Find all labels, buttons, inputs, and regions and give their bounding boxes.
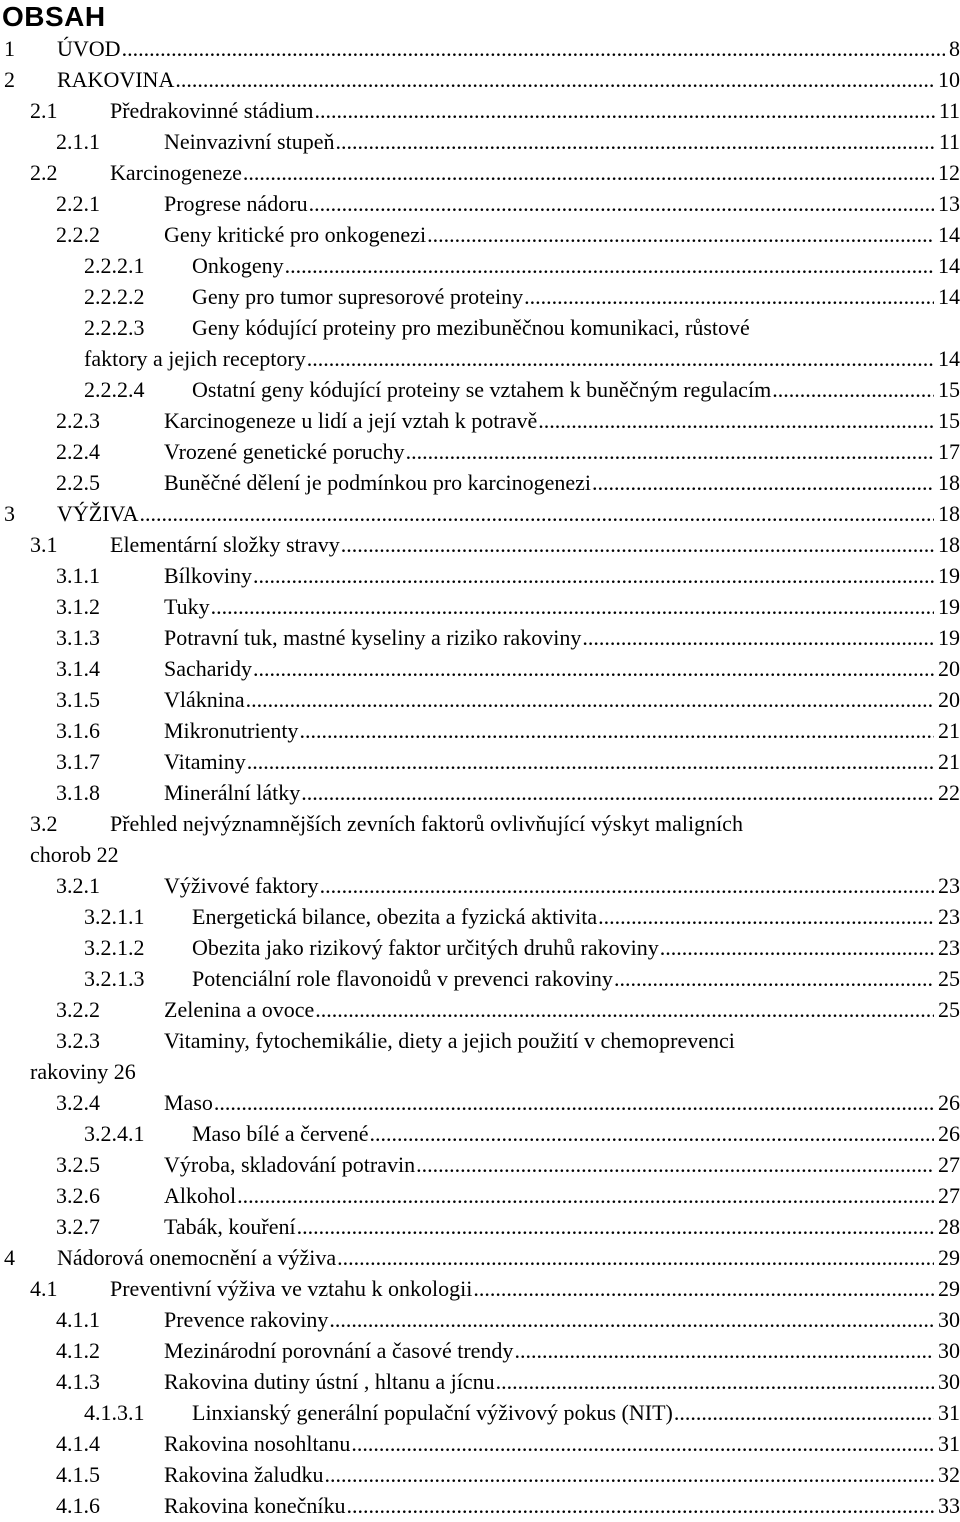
toc-entry-number: 3.2.6 — [56, 1183, 100, 1208]
toc-entry-number: 2.1 — [30, 98, 58, 123]
toc-entry-page: 14 — [938, 253, 960, 278]
toc-dot-leader — [524, 281, 934, 312]
toc-entry-title: Zelenina a ovoce — [164, 997, 315, 1022]
toc-dot-leader — [406, 436, 934, 467]
toc-dot-leader — [614, 963, 934, 994]
toc-entry-page: 18 — [938, 501, 960, 526]
toc-entry-number: 2.2.3 — [56, 408, 100, 433]
toc-entry-number: 4.1 — [30, 1276, 58, 1301]
toc-entry[interactable] — [0, 1180, 960, 1211]
toc-entry[interactable] — [0, 374, 960, 405]
toc-entry-title-continued: rakoviny 26 — [30, 1059, 136, 1084]
toc-dot-leader — [582, 622, 934, 653]
toc-entry-number: 3.2.4 — [56, 1090, 100, 1115]
toc-entry[interactable] — [0, 250, 960, 281]
toc-entry-number: 2.2.2.4 — [84, 377, 145, 402]
toc-entry[interactable] — [0, 1211, 960, 1242]
toc-dot-leader — [416, 1149, 934, 1180]
toc-entry-page: 19 — [938, 563, 960, 588]
toc-dot-leader — [122, 33, 945, 64]
toc-entry-page: 17 — [938, 439, 960, 464]
toc-entry[interactable] — [0, 1118, 960, 1149]
toc-entry-number: 4.1.6 — [56, 1493, 100, 1518]
toc-entry-page: 15 — [938, 408, 960, 433]
toc-dot-leader — [243, 157, 934, 188]
toc-entry-page: 23 — [938, 935, 960, 960]
toc-entry-title-continued: faktory a jejich receptory — [84, 346, 306, 371]
toc-entry-title: Maso bílé a červené — [192, 1121, 369, 1146]
toc-entry[interactable] — [0, 963, 960, 994]
toc-entry-page: 31 — [938, 1431, 960, 1456]
toc-entry-number: 1 — [4, 36, 15, 61]
toc-dot-leader — [329, 1304, 934, 1335]
toc-entry[interactable] — [0, 33, 960, 64]
toc-entry-title: Tuky — [164, 594, 210, 619]
toc-entry-title: Karcinogeneze u lidí a její vztah k potravě — [164, 408, 538, 433]
toc-entry[interactable] — [0, 157, 960, 188]
toc-entry[interactable] — [0, 281, 960, 312]
toc-entry-number: 3.1 — [30, 532, 58, 557]
toc-entry-title: Výživové faktory — [164, 873, 319, 898]
toc-dot-leader — [214, 1087, 934, 1118]
toc-entry[interactable] — [0, 95, 960, 126]
toc-entry-page: 27 — [938, 1183, 960, 1208]
toc-dot-leader — [592, 467, 934, 498]
toc-entry-page: 29 — [938, 1276, 960, 1301]
toc-entry-page: 12 — [938, 160, 960, 185]
toc-entry-title: Předrakovinné stádium — [110, 98, 314, 123]
toc-entry-number: 3.2.3 — [56, 1028, 100, 1053]
toc-entry[interactable] — [0, 1459, 960, 1490]
toc-entry-page: 21 — [938, 718, 960, 743]
toc-entry-page: 10 — [938, 67, 960, 92]
toc-entry[interactable] — [0, 622, 960, 653]
toc-entry-number: 2.2.2.3 — [84, 315, 145, 340]
toc-entry-page: 25 — [938, 997, 960, 1022]
toc-entry-page: 19 — [938, 594, 960, 619]
toc-entry-number: 3.1.3 — [56, 625, 100, 650]
toc-entry-title: Rakovina nosohltanu — [164, 1431, 351, 1456]
toc-dot-leader — [660, 932, 934, 963]
toc-entry-title: Maso — [164, 1090, 213, 1115]
toc-entry-number: 4 — [4, 1245, 15, 1270]
toc-entry-page: 22 — [938, 780, 960, 805]
toc-entry-title: Karcinogeneze — [110, 160, 242, 185]
toc-dot-leader — [297, 1211, 934, 1242]
toc-entry[interactable] — [0, 188, 960, 219]
toc-entry-number: 2.2.5 — [56, 470, 100, 495]
toc-entry[interactable] — [0, 746, 960, 777]
toc-entry[interactable] — [0, 1149, 960, 1180]
toc-entry-page: 33 — [938, 1493, 960, 1518]
toc-entry-number: 3.2.4.1 — [84, 1121, 145, 1146]
toc-entry-number: 4.1.5 — [56, 1462, 100, 1487]
toc-entry[interactable] — [0, 126, 960, 157]
toc-dot-leader — [175, 64, 934, 95]
toc-dot-leader — [246, 684, 934, 715]
toc-entry-number: 3.1.6 — [56, 718, 100, 743]
toc-entry-title: Rakovina konečníku — [164, 1493, 346, 1518]
toc-dot-leader — [320, 870, 934, 901]
toc-dot-leader — [496, 1366, 934, 1397]
toc-entry-title: Sacharidy — [164, 656, 252, 681]
toc-entry-page: 19 — [938, 625, 960, 650]
toc-heading: OBSAH — [2, 1, 106, 32]
toc-entry[interactable] — [0, 467, 960, 498]
toc-entry-title: Potenciální role flavonoidů v prevenci rakoviny — [192, 966, 613, 991]
toc-entry[interactable] — [0, 1273, 960, 1304]
toc-entry-page: 15 — [938, 377, 960, 402]
toc-entry-page: 18 — [938, 532, 960, 557]
toc-dot-leader — [370, 1118, 934, 1149]
toc-entry-title: Minerální látky — [164, 780, 301, 805]
toc-entry-number: 2.1.1 — [56, 129, 100, 154]
toc-entry-number: 3.1.4 — [56, 656, 100, 681]
toc-entry-number: 3.2.7 — [56, 1214, 100, 1239]
toc-entry-number: 3.2.1 — [56, 873, 100, 898]
toc-entry-title: Obezita jako rizikový faktor určitých druhů rakoviny — [192, 935, 659, 960]
toc-entry-page: 11 — [938, 129, 960, 154]
toc-entry-number: 3.2.5 — [56, 1152, 100, 1177]
toc-entry-page: 13 — [938, 191, 960, 216]
toc-dot-leader — [285, 250, 934, 281]
toc-entry-number: 2.2.2 — [56, 222, 100, 247]
toc-entry[interactable] — [0, 1335, 960, 1366]
toc-entry-page: 26 — [938, 1090, 960, 1115]
toc-entry[interactable] — [0, 684, 960, 715]
toc-entry-title: Elementární složky stravy — [110, 532, 340, 557]
toc-entry[interactable] — [0, 436, 960, 467]
toc-dot-leader — [335, 126, 934, 157]
toc-entry-title: Linxianský generální populační výživový pokus (NIT) — [192, 1400, 673, 1425]
toc-entry-title: Bílkoviny — [164, 563, 253, 588]
toc-entry-number: 3.1.8 — [56, 780, 100, 805]
toc-dot-leader — [301, 777, 934, 808]
toc-dot-leader — [427, 219, 934, 250]
toc-entry-page: 32 — [938, 1462, 960, 1487]
toc-entry-page: 23 — [938, 873, 960, 898]
toc-entry-number: 4.1.3 — [56, 1369, 100, 1394]
toc-entry-page: 11 — [938, 98, 960, 123]
toc-entry[interactable] — [0, 715, 960, 746]
toc-entry-title: Neinvazivní stupeň — [164, 129, 335, 154]
toc-entry-title: VÝŽIVA — [57, 501, 139, 526]
toc-entry-number: 3.1.5 — [56, 687, 100, 712]
toc-entry-number: 3.2.2 — [56, 997, 100, 1022]
toc-entry-number: 2.2.1 — [56, 191, 100, 216]
toc-entry-page: 30 — [938, 1369, 960, 1394]
toc-entry-number: 2.2 — [30, 160, 58, 185]
toc-entry-title: Tabák, kouření — [164, 1214, 296, 1239]
toc-entry[interactable] — [0, 312, 960, 343]
toc-entry-page: 28 — [938, 1214, 960, 1239]
toc-entry-title: ÚVOD — [57, 36, 121, 61]
toc-entry-page: 31 — [938, 1400, 960, 1425]
toc-entry[interactable] — [0, 498, 960, 529]
toc-entry-title: Onkogeny — [192, 253, 284, 278]
toc-entry-title: Mikronutrienty — [164, 718, 299, 743]
toc-entry-title: Geny kritické pro onkogenezi — [164, 222, 427, 247]
toc-dot-leader — [598, 901, 934, 932]
toc-entry-number: 3.2.1.3 — [84, 966, 145, 991]
toc-entry-title: RAKOVINA — [57, 67, 175, 92]
toc-entry[interactable] — [0, 1397, 960, 1428]
toc-entry[interactable] — [0, 560, 960, 591]
toc-entry-number: 2.2.2.1 — [84, 253, 145, 278]
toc-dot-leader — [247, 746, 934, 777]
toc-entry-title: Přehled nejvýznamnějších zevních faktorů ovlivňující výskyt maligních — [110, 811, 743, 836]
toc-dot-leader — [341, 529, 934, 560]
toc-entry[interactable] — [0, 1428, 960, 1459]
toc-entry-continuation[interactable] — [0, 839, 960, 870]
toc-entry[interactable] — [0, 653, 960, 684]
toc-entry[interactable] — [0, 1025, 960, 1056]
toc-entry-title: Výroba, skladování potravin — [164, 1152, 416, 1177]
toc-entry-title: Potravní tuk, mastné kyseliny a riziko rakoviny — [164, 625, 582, 650]
toc-entry[interactable] — [0, 591, 960, 622]
toc-entry-title: Rakovina žaludku — [164, 1462, 324, 1487]
toc-dot-leader — [337, 1242, 934, 1273]
toc-entry-page: 21 — [938, 749, 960, 774]
toc-entry-number: 4.1.3.1 — [84, 1400, 145, 1425]
toc-dot-leader — [299, 715, 934, 746]
toc-entry-number: 3.2.1.2 — [84, 935, 145, 960]
toc-dot-leader — [139, 498, 934, 529]
toc-entry-title: Geny pro tumor supresorové proteiny — [192, 284, 524, 309]
toc-dot-leader — [253, 560, 934, 591]
toc-entry-title: Vitaminy — [164, 749, 246, 774]
toc-entry-page: 20 — [938, 656, 960, 681]
toc-entry-title: Vitaminy, fytochemikálie, diety a jejich použití v chemoprevenci — [164, 1028, 735, 1053]
toc-entry-page: 20 — [938, 687, 960, 712]
toc-entry-title: Vrozené genetické poruchy — [164, 439, 405, 464]
toc-entry-page: 14 — [938, 222, 960, 247]
toc-dot-leader — [324, 1459, 934, 1490]
toc-entry-page: 23 — [938, 904, 960, 929]
toc-entry-title-continued: chorob 22 — [30, 842, 119, 867]
toc-entry[interactable] — [0, 405, 960, 436]
toc-entry-number: 3.1.1 — [56, 563, 100, 588]
toc-dot-leader — [351, 1428, 934, 1459]
toc-entry-title: Preventivní výživa ve vztahu k onkologii — [110, 1276, 473, 1301]
toc-entry[interactable] — [0, 219, 960, 250]
toc-entry[interactable] — [0, 777, 960, 808]
toc-entry-page: 26 — [938, 1121, 960, 1146]
toc-dot-leader — [538, 405, 934, 436]
toc-entry-page: 14 — [938, 284, 960, 309]
toc-dot-leader — [514, 1335, 934, 1366]
toc-entry-title: Rakovina dutiny ústní , hltanu a jícnu — [164, 1369, 495, 1394]
toc-entry[interactable] — [0, 1304, 960, 1335]
toc-entry-number: 3 — [4, 501, 15, 526]
toc-entry[interactable] — [0, 870, 960, 901]
toc-dot-leader — [674, 1397, 934, 1428]
toc-entry-number: 3.2.1.1 — [84, 904, 145, 929]
toc-entry-number: 3.1.7 — [56, 749, 100, 774]
toc-entry[interactable] — [0, 64, 960, 95]
toc-entry-title: Nádorová onemocnění a výživa — [57, 1245, 337, 1270]
toc-entry[interactable] — [0, 901, 960, 932]
toc-entry[interactable] — [0, 1366, 960, 1397]
toc-entry-number: 3.2 — [30, 811, 58, 836]
toc-entry[interactable] — [0, 994, 960, 1025]
toc-entry-continuation[interactable] — [0, 1056, 960, 1087]
toc-entry-title: Progrese nádoru — [164, 191, 308, 216]
toc-entry[interactable] — [0, 1087, 960, 1118]
toc-entry-page: 30 — [938, 1307, 960, 1332]
toc-dot-leader — [473, 1273, 934, 1304]
toc-dot-leader — [253, 653, 934, 684]
toc-entry-title: Alkohol — [164, 1183, 237, 1208]
toc-dot-leader — [309, 188, 934, 219]
toc-entry-number: 2.2.4 — [56, 439, 100, 464]
toc-dot-leader — [211, 591, 934, 622]
toc-entry-title: Prevence rakoviny — [164, 1307, 329, 1332]
toc-entry-number: 3.1.2 — [56, 594, 100, 619]
toc-entry-continuation[interactable] — [0, 343, 960, 374]
toc-dot-leader — [237, 1180, 934, 1211]
toc-dot-leader — [315, 994, 934, 1025]
toc-entry-page: 29 — [938, 1245, 960, 1270]
toc-entry-title: Ostatní geny kódující proteiny se vztahem k buněčným regulacím — [192, 377, 772, 402]
toc-entry-title: Geny kódující proteiny pro mezibuněčnou komunikaci, růstové — [192, 315, 750, 340]
toc-entry-number: 4.1.1 — [56, 1307, 100, 1332]
toc-entry[interactable] — [0, 1242, 960, 1273]
toc-dot-leader — [307, 343, 934, 374]
toc-entry-number: 4.1.4 — [56, 1431, 100, 1456]
toc-dot-leader — [772, 374, 934, 405]
toc-entry[interactable] — [0, 808, 960, 839]
toc-entry-page: 27 — [938, 1152, 960, 1177]
toc-entry-page: 8 — [949, 36, 960, 61]
toc-entry[interactable] — [0, 529, 960, 560]
toc-entry-page: 18 — [938, 470, 960, 495]
toc-entry-number: 2.2.2.2 — [84, 284, 145, 309]
toc-entry-title: Vláknina — [164, 687, 245, 712]
toc-dot-leader — [314, 95, 934, 126]
toc-entry[interactable] — [0, 932, 960, 963]
toc-dot-leader — [346, 1490, 934, 1521]
toc-entry-number: 4.1.2 — [56, 1338, 100, 1363]
toc-entry[interactable] — [0, 1490, 960, 1521]
toc-entry-title: Mezinárodní porovnání a časové trendy — [164, 1338, 514, 1363]
toc-entry-title: Buněčné dělení je podmínkou pro karcinogenezi — [164, 470, 592, 495]
toc-entry-title: Energetická bilance, obezita a fyzická aktivita — [192, 904, 598, 929]
toc-entry-page: 25 — [938, 966, 960, 991]
toc-entry-page: 14 — [938, 346, 960, 371]
toc-entry-page: 30 — [938, 1338, 960, 1363]
toc-entry-number: 2 — [4, 67, 15, 92]
